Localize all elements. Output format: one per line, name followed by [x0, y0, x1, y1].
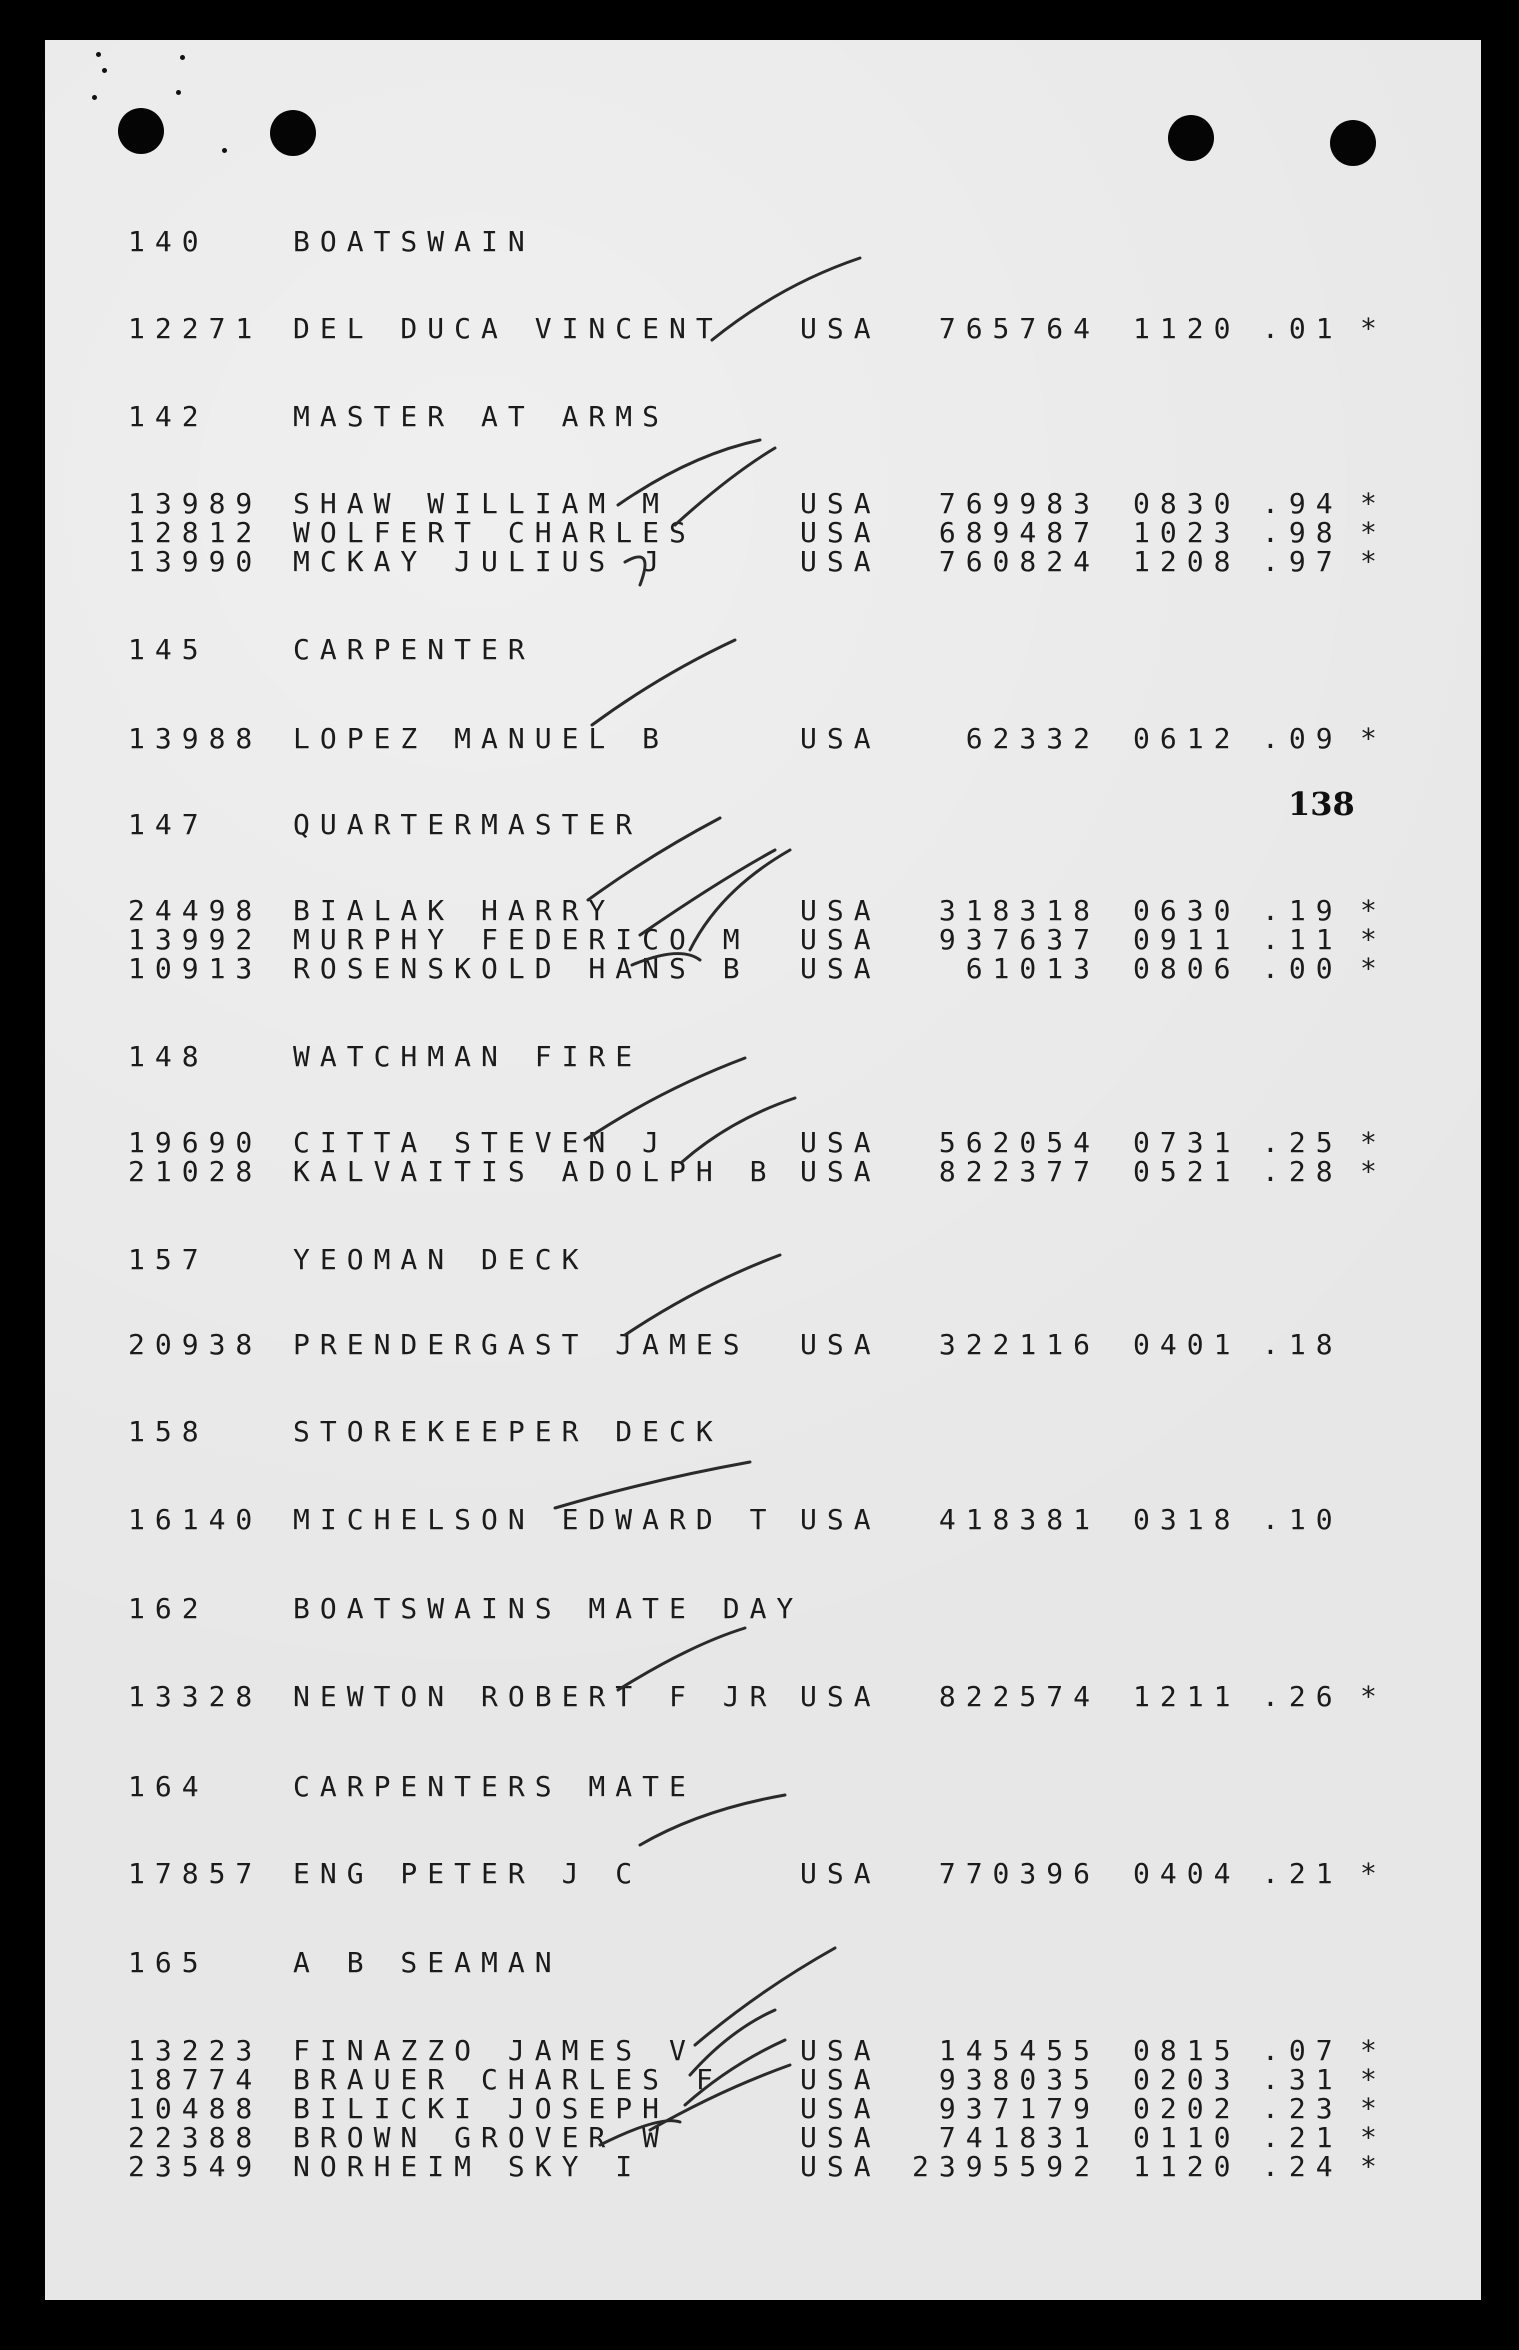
rating-title: QUARTERMASTER — [293, 808, 643, 841]
section-header — [0, 1770, 1519, 1804]
crew-number: 12271 — [128, 312, 263, 345]
crew-name: BILICKI JOSEPH — [293, 2092, 670, 2125]
crew-name: DEL DUCA VINCENT — [293, 312, 723, 345]
rating-code: 164 — [128, 1770, 209, 1803]
crew-number: 13992 — [128, 923, 263, 956]
crew-value-3: .24 — [1262, 2150, 1343, 2183]
crew-value-3: .26 — [1262, 1680, 1343, 1713]
crew-name: BIALAK HARRY — [293, 894, 616, 927]
crew-name: BRAUER CHARLES F — [293, 2063, 723, 2096]
rating-code: 165 — [128, 1946, 209, 1979]
crew-number: 13328 — [128, 1680, 263, 1713]
crew-value-2: 0612 — [1133, 722, 1241, 755]
crew-row — [0, 1328, 1519, 1362]
asterisk-mark: * — [1360, 1857, 1377, 1890]
crew-value-1: 322116 — [938, 1328, 1100, 1361]
asterisk-mark: * — [1360, 516, 1377, 549]
crew-row — [0, 2150, 1519, 2184]
asterisk-mark: * — [1360, 312, 1377, 345]
crew-name: SHAW WILLIAM M — [293, 487, 670, 520]
crew-number: 22388 — [128, 2121, 263, 2154]
crew-value-3: .94 — [1262, 487, 1343, 520]
crew-number: 24498 — [128, 894, 263, 927]
crew-nationality: USA — [800, 312, 881, 345]
crew-value-1: 770396 — [938, 1857, 1100, 1890]
crew-name: ENG PETER J C — [293, 1857, 643, 1890]
crew-name: LOPEZ MANUEL B — [293, 722, 670, 755]
crew-value-2: 0401 — [1133, 1328, 1241, 1361]
crew-value-1: 62332 — [965, 722, 1100, 755]
rating-title: WATCHMAN FIRE — [293, 1040, 643, 1073]
crew-number: 13988 — [128, 722, 263, 755]
crew-number: 10488 — [128, 2092, 263, 2125]
crew-nationality: USA — [800, 516, 881, 549]
crew-value-1: 418381 — [938, 1503, 1100, 1536]
crew-value-2: 0911 — [1133, 923, 1241, 956]
rating-code: 142 — [128, 400, 209, 433]
asterisk-mark: * — [1360, 487, 1377, 520]
crew-value-1: 938035 — [938, 2063, 1100, 2096]
asterisk-mark: * — [1360, 1126, 1377, 1159]
asterisk-mark: * — [1360, 2121, 1377, 2154]
crew-number: 13990 — [128, 545, 263, 578]
crew-value-1: 741831 — [938, 2121, 1100, 2154]
crew-value-3: .07 — [1262, 2034, 1343, 2067]
crew-value-1: 822574 — [938, 1680, 1100, 1713]
crew-value-2: 0404 — [1133, 1857, 1241, 1890]
crew-nationality: USA — [800, 2092, 881, 2125]
crew-name: NEWTON ROBERT F JR — [293, 1680, 777, 1713]
asterisk-mark: * — [1360, 722, 1377, 755]
crew-value-3: .10 — [1262, 1503, 1343, 1536]
asterisk-mark: * — [1360, 923, 1377, 956]
crew-nationality: USA — [800, 2063, 881, 2096]
section-header — [0, 808, 1519, 842]
crew-nationality: USA — [800, 923, 881, 956]
crew-value-2: 0202 — [1133, 2092, 1241, 2125]
crew-name: KALVAITIS ADOLPH B — [293, 1155, 777, 1188]
crew-name: PRENDERGAST JAMES — [293, 1328, 750, 1361]
rating-title: YEOMAN DECK — [293, 1243, 589, 1276]
crew-value-3: .21 — [1262, 2121, 1343, 2154]
crew-value-1: 760824 — [938, 545, 1100, 578]
crew-nationality: USA — [800, 1680, 881, 1713]
crew-name: MURPHY FEDERICO M — [293, 923, 750, 956]
crew-value-3: .01 — [1262, 312, 1343, 345]
crew-value-3: .25 — [1262, 1126, 1343, 1159]
crew-name: FINAZZO JAMES V — [293, 2034, 696, 2067]
rating-title: CARPENTER — [293, 633, 535, 666]
crew-number: 10913 — [128, 952, 263, 985]
crew-row — [0, 1155, 1519, 1189]
crew-name: NORHEIM SKY I — [293, 2150, 643, 2183]
section-header — [0, 1415, 1519, 1449]
section-header — [0, 1946, 1519, 1980]
crew-name: BROWN GROVER W — [293, 2121, 670, 2154]
crew-nationality: USA — [800, 2121, 881, 2154]
crew-row — [0, 952, 1519, 986]
section-header — [0, 1040, 1519, 1074]
crew-value-1: 937637 — [938, 923, 1100, 956]
crew-nationality: USA — [800, 2034, 881, 2067]
rating-title: A B SEAMAN — [293, 1946, 562, 1979]
crew-value-2: 0110 — [1133, 2121, 1241, 2154]
crew-value-3: .23 — [1262, 2092, 1343, 2125]
crew-value-3: .98 — [1262, 516, 1343, 549]
section-header — [0, 633, 1519, 667]
crew-number: 18774 — [128, 2063, 263, 2096]
crew-row — [0, 1503, 1519, 1537]
crew-value-3: .97 — [1262, 545, 1343, 578]
crew-number: 12812 — [128, 516, 263, 549]
crew-nationality: USA — [800, 2150, 881, 2183]
crew-value-2: 0630 — [1133, 894, 1241, 927]
section-header — [0, 225, 1519, 259]
crew-value-2: 0318 — [1133, 1503, 1241, 1536]
crew-number: 21028 — [128, 1155, 263, 1188]
crew-nationality: USA — [800, 1126, 881, 1159]
rating-title: BOATSWAINS MATE DAY — [293, 1592, 804, 1625]
crew-value-2: 0203 — [1133, 2063, 1241, 2096]
crew-nationality: USA — [800, 1328, 881, 1361]
crew-value-1: 765764 — [938, 312, 1100, 345]
crew-row — [0, 1680, 1519, 1714]
crew-name: MCKAY JULIUS J — [293, 545, 670, 578]
crew-value-3: .19 — [1262, 894, 1343, 927]
crew-value-3: .21 — [1262, 1857, 1343, 1890]
crew-number: 23549 — [128, 2150, 263, 2183]
crew-value-3: .28 — [1262, 1155, 1343, 1188]
rating-code: 162 — [128, 1592, 209, 1625]
crew-value-1: 937179 — [938, 2092, 1100, 2125]
crew-value-1: 689487 — [938, 516, 1100, 549]
crew-row — [0, 312, 1519, 346]
crew-value-2: 1023 — [1133, 516, 1241, 549]
asterisk-mark: * — [1360, 1680, 1377, 1713]
crew-nationality: USA — [800, 894, 881, 927]
crew-name: WOLFERT CHARLES — [293, 516, 696, 549]
crew-value-2: 0806 — [1133, 952, 1241, 985]
crew-row — [0, 1857, 1519, 1891]
crew-value-2: 0815 — [1133, 2034, 1241, 2067]
rating-code: 148 — [128, 1040, 209, 1073]
crew-value-1: 318318 — [938, 894, 1100, 927]
rating-code: 145 — [128, 633, 209, 666]
section-header — [0, 400, 1519, 434]
crew-name: ROSENSKOLD HANS B — [293, 952, 750, 985]
asterisk-mark: * — [1360, 545, 1377, 578]
rating-title: CARPENTERS MATE — [293, 1770, 696, 1803]
crew-number: 20938 — [128, 1328, 263, 1361]
asterisk-mark: * — [1360, 2063, 1377, 2096]
crew-name: MICHELSON EDWARD T — [293, 1503, 777, 1536]
crew-value-3: .18 — [1262, 1328, 1343, 1361]
crew-value-2: 1211 — [1133, 1680, 1241, 1713]
crew-nationality: USA — [800, 487, 881, 520]
rating-code: 157 — [128, 1243, 209, 1276]
crew-nationality: USA — [800, 952, 881, 985]
crew-number: 19690 — [128, 1126, 263, 1159]
crew-nationality: USA — [800, 1857, 881, 1890]
asterisk-mark: * — [1360, 894, 1377, 927]
crew-number: 13223 — [128, 2034, 263, 2067]
crew-value-2: 1208 — [1133, 545, 1241, 578]
crew-value-2: 1120 — [1133, 2150, 1241, 2183]
asterisk-mark: * — [1360, 2150, 1377, 2183]
asterisk-mark: * — [1360, 1155, 1377, 1188]
asterisk-mark: * — [1360, 952, 1377, 985]
rating-title: MASTER AT ARMS — [293, 400, 670, 433]
crew-value-1: 562054 — [938, 1126, 1100, 1159]
crew-number: 16140 — [128, 1503, 263, 1536]
rating-code: 158 — [128, 1415, 209, 1448]
crew-row — [0, 722, 1519, 756]
crew-nationality: USA — [800, 545, 881, 578]
crew-value-1: 822377 — [938, 1155, 1100, 1188]
asterisk-mark: * — [1360, 2092, 1377, 2125]
crew-value-3: .31 — [1262, 2063, 1343, 2096]
crew-nationality: USA — [800, 1155, 881, 1188]
crew-nationality: USA — [800, 722, 881, 755]
crew-value-2: 1120 — [1133, 312, 1241, 345]
crew-value-1: 2395592 — [911, 2150, 1100, 2183]
section-header — [0, 1243, 1519, 1277]
rating-title: BOATSWAIN — [293, 225, 535, 258]
crew-value-3: .00 — [1262, 952, 1343, 985]
crew-number: 17857 — [128, 1857, 263, 1890]
page-number: 138 — [1288, 785, 1355, 823]
crew-value-2: 0731 — [1133, 1126, 1241, 1159]
asterisk-mark: * — [1360, 2034, 1377, 2067]
crew-nationality: USA — [800, 1503, 881, 1536]
rating-code: 147 — [128, 808, 209, 841]
crew-value-2: 0521 — [1133, 1155, 1241, 1188]
crew-value-3: .11 — [1262, 923, 1343, 956]
crew-value-2: 0830 — [1133, 487, 1241, 520]
crew-value-3: .09 — [1262, 722, 1343, 755]
section-header — [0, 1592, 1519, 1626]
crew-name: CITTA STEVEN J — [293, 1126, 670, 1159]
crew-number: 13989 — [128, 487, 263, 520]
crew-value-1: 769983 — [938, 487, 1100, 520]
crew-value-1: 145455 — [938, 2034, 1100, 2067]
rating-code: 140 — [128, 225, 209, 258]
crew-row — [0, 545, 1519, 579]
rating-title: STOREKEEPER DECK — [293, 1415, 723, 1448]
crew-value-1: 61013 — [965, 952, 1100, 985]
